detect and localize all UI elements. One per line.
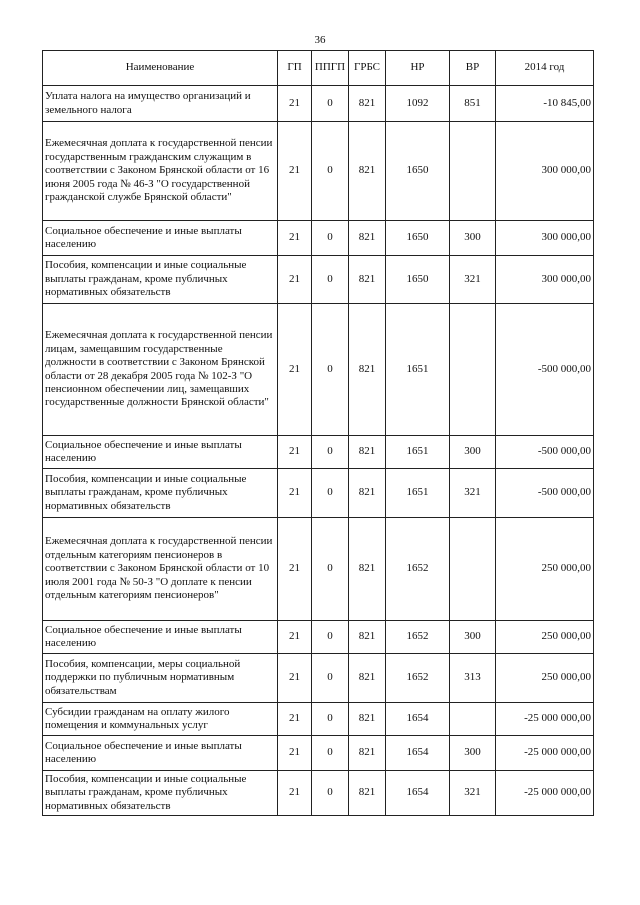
cell-pgp: 0 bbox=[312, 221, 349, 256]
table-row bbox=[43, 654, 594, 703]
cell-gp: 21 bbox=[278, 469, 312, 518]
cell-gp: 21 bbox=[278, 621, 312, 654]
cell-amount: 300 000,00 bbox=[496, 122, 594, 221]
cell-nr: 1651 bbox=[386, 469, 450, 518]
cell-gp: 21 bbox=[278, 654, 312, 703]
cell-gp: 21 bbox=[278, 736, 312, 771]
page-number: 36 bbox=[314, 34, 326, 46]
cell-grbs: 821 bbox=[349, 256, 386, 304]
table-row bbox=[43, 221, 594, 256]
header-year: 2014 год bbox=[496, 51, 594, 86]
cell-nr: 1650 bbox=[386, 256, 450, 304]
cell-pgp: 0 bbox=[312, 86, 349, 122]
cell-amount: -500 000,00 bbox=[496, 469, 594, 518]
cell-pgp: 0 bbox=[312, 304, 349, 436]
cell-amount: -500 000,00 bbox=[496, 304, 594, 436]
cell-vr: 300 bbox=[450, 436, 496, 469]
cell-grbs: 821 bbox=[349, 621, 386, 654]
cell-name: Ежемесячная доплата к государственной пенсии государственным гражданским служащим в соответствии с Законом Брянской области от 16 июня 2005 года № 46-З "О государственной гражданской службе Брянской области" bbox=[43, 122, 278, 221]
cell-grbs: 821 bbox=[349, 86, 386, 122]
header-row bbox=[43, 51, 594, 86]
header-grbs: ГРБС bbox=[349, 51, 386, 86]
cell-vr: 321 bbox=[450, 469, 496, 518]
cell-name: Социальное обеспечение и иные выплаты населению bbox=[43, 621, 278, 654]
table-row bbox=[43, 122, 594, 221]
cell-nr: 1654 bbox=[386, 771, 450, 816]
cell-vr bbox=[450, 518, 496, 621]
cell-gp: 21 bbox=[278, 703, 312, 736]
cell-grbs: 821 bbox=[349, 469, 386, 518]
header-pgp: ППГП bbox=[312, 51, 349, 86]
cell-pgp: 0 bbox=[312, 122, 349, 221]
cell-vr bbox=[450, 122, 496, 221]
cell-grbs: 821 bbox=[349, 518, 386, 621]
header-gp: ГП bbox=[278, 51, 312, 86]
table-row bbox=[43, 304, 594, 436]
cell-vr: 300 bbox=[450, 621, 496, 654]
cell-nr: 1651 bbox=[386, 304, 450, 436]
cell-nr: 1651 bbox=[386, 436, 450, 469]
cell-name: Ежемесячная доплата к государственной пенсии отдельным категориям пенсионеров в соответствии с Законом Брянской области от 10 июля 2001 года № 50-З "О доплате к пенсии отдельным категориям пенсионеров" bbox=[43, 518, 278, 621]
table-row bbox=[43, 518, 594, 621]
cell-name: Социальное обеспечение и иные выплаты населению bbox=[43, 736, 278, 771]
cell-gp: 21 bbox=[278, 436, 312, 469]
cell-name: Социальное обеспечение и иные выплаты населению bbox=[43, 436, 278, 469]
table-row bbox=[43, 256, 594, 304]
cell-vr: 313 bbox=[450, 654, 496, 703]
cell-nr: 1092 bbox=[386, 86, 450, 122]
cell-name: Субсидии гражданам на оплату жилого помещения и коммунальных услуг bbox=[43, 703, 278, 736]
table-row bbox=[43, 436, 594, 469]
cell-gp: 21 bbox=[278, 256, 312, 304]
cell-name: Пособия, компенсации и иные социальные выплаты гражданам, кроме публичных нормативных обязательств bbox=[43, 469, 278, 518]
cell-gp: 21 bbox=[278, 122, 312, 221]
header-nr: НР bbox=[386, 51, 450, 86]
cell-vr: 300 bbox=[450, 736, 496, 771]
cell-gp: 21 bbox=[278, 221, 312, 256]
cell-nr: 1654 bbox=[386, 736, 450, 771]
cell-vr: 321 bbox=[450, 256, 496, 304]
cell-vr: 851 bbox=[450, 86, 496, 122]
cell-pgp: 0 bbox=[312, 771, 349, 816]
table-row bbox=[43, 469, 594, 518]
cell-name: Пособия, компенсации и иные социальные выплаты гражданам, кроме публичных нормативных обязательств bbox=[43, 256, 278, 304]
cell-name: Пособия, компенсации, меры социальной поддержки по публичным нормативным обязательствам bbox=[43, 654, 278, 703]
cell-grbs: 821 bbox=[349, 736, 386, 771]
cell-nr: 1650 bbox=[386, 122, 450, 221]
cell-amount: 250 000,00 bbox=[496, 518, 594, 621]
cell-amount: -25 000 000,00 bbox=[496, 703, 594, 736]
cell-pgp: 0 bbox=[312, 621, 349, 654]
cell-name: Ежемесячная доплата к государственной пенсии лицам, замещавшим государственные должности в соответствии с Законом Брянской области от 28 декабря 2005 года № 102-З "О пенсионном обеспечении лиц, замещавших государственные должности Брянской области" bbox=[43, 304, 278, 436]
cell-grbs: 821 bbox=[349, 304, 386, 436]
header-name: Наименование bbox=[43, 51, 278, 86]
cell-pgp: 0 bbox=[312, 736, 349, 771]
cell-grbs: 821 bbox=[349, 122, 386, 221]
cell-grbs: 821 bbox=[349, 221, 386, 256]
cell-nr: 1652 bbox=[386, 621, 450, 654]
cell-pgp: 0 bbox=[312, 256, 349, 304]
cell-grbs: 821 bbox=[349, 703, 386, 736]
cell-name: Социальное обеспечение и иные выплаты населению bbox=[43, 221, 278, 256]
cell-amount: 300 000,00 bbox=[496, 256, 594, 304]
cell-pgp: 0 bbox=[312, 654, 349, 703]
cell-gp: 21 bbox=[278, 86, 312, 122]
cell-vr: 300 bbox=[450, 221, 496, 256]
cell-name: Уплата налога на имущество организаций и земельного налога bbox=[43, 86, 278, 122]
cell-vr bbox=[450, 304, 496, 436]
table-row bbox=[43, 703, 594, 736]
cell-nr: 1652 bbox=[386, 654, 450, 703]
cell-amount: -25 000 000,00 bbox=[496, 736, 594, 771]
cell-gp: 21 bbox=[278, 518, 312, 621]
cell-vr bbox=[450, 703, 496, 736]
cell-amount: -25 000 000,00 bbox=[496, 771, 594, 816]
budget-table bbox=[42, 50, 594, 816]
cell-grbs: 821 bbox=[349, 436, 386, 469]
cell-pgp: 0 bbox=[312, 703, 349, 736]
cell-pgp: 0 bbox=[312, 436, 349, 469]
cell-nr: 1650 bbox=[386, 221, 450, 256]
table-row bbox=[43, 86, 594, 122]
cell-nr: 1652 bbox=[386, 518, 450, 621]
cell-nr: 1654 bbox=[386, 703, 450, 736]
table-row bbox=[43, 621, 594, 654]
cell-amount: -500 000,00 bbox=[496, 436, 594, 469]
cell-amount: -10 845,00 bbox=[496, 86, 594, 122]
cell-grbs: 821 bbox=[349, 654, 386, 703]
cell-pgp: 0 bbox=[312, 518, 349, 621]
header-vr: ВР bbox=[450, 51, 496, 86]
cell-gp: 21 bbox=[278, 304, 312, 436]
cell-vr: 321 bbox=[450, 771, 496, 816]
cell-amount: 250 000,00 bbox=[496, 654, 594, 703]
cell-pgp: 0 bbox=[312, 469, 349, 518]
cell-amount: 300 000,00 bbox=[496, 221, 594, 256]
cell-amount: 250 000,00 bbox=[496, 621, 594, 654]
cell-name: Пособия, компенсации и иные социальные выплаты гражданам, кроме публичных нормативных обязательств bbox=[43, 771, 278, 816]
table-row bbox=[43, 736, 594, 771]
cell-grbs: 821 bbox=[349, 771, 386, 816]
cell-gp: 21 bbox=[278, 771, 312, 816]
table-row bbox=[43, 771, 594, 816]
